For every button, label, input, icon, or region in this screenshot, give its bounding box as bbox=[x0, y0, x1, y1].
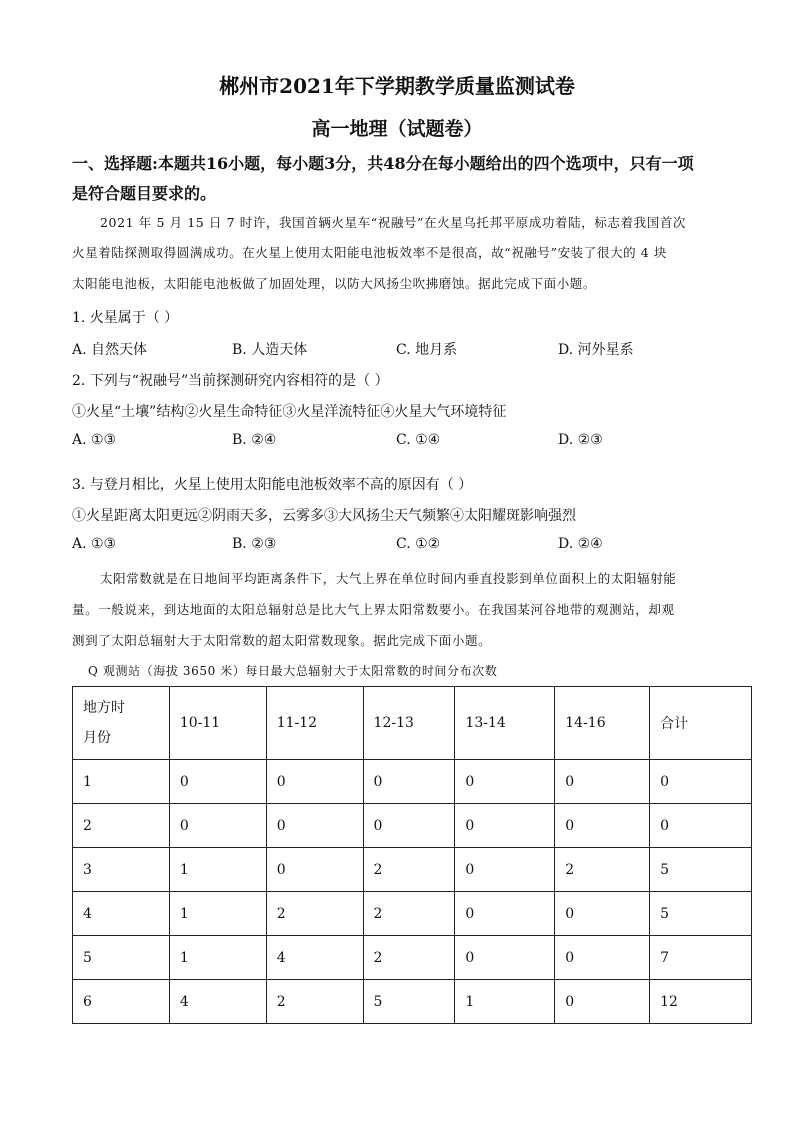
passage1-line2: 火星着陆探测取得圆满成功。在火星上使用太阳能电池板效率不是很高，故“祝融号”安装了很大的 4 块 bbox=[72, 245, 667, 260]
question-2-stem: 2. 下列与“祝融号”当前探测研究内容相符的是（ ） bbox=[72, 373, 389, 389]
table-cell: 4 bbox=[169, 980, 266, 1024]
header-month: 月份 bbox=[83, 730, 111, 746]
table-row bbox=[73, 804, 752, 848]
table-cell: 5 bbox=[363, 980, 455, 1024]
table-cell: 5 bbox=[73, 936, 170, 980]
table-cell: 0 bbox=[363, 760, 455, 804]
question-1-option-a: A. 自然天体 bbox=[72, 342, 148, 358]
observation-table bbox=[72, 686, 752, 1024]
table-cell: 0 bbox=[555, 804, 650, 848]
table-cell: 0 bbox=[650, 804, 752, 848]
section-heading-line1: 一、选择题:本题共16小题，每小题3分，共48分在每小题给出的四个选项中，只有一项 bbox=[72, 154, 694, 173]
table-row bbox=[73, 760, 752, 804]
header-cell-time-month bbox=[73, 687, 170, 760]
table-cell: 0 bbox=[169, 760, 266, 804]
question-1-stem: 1. 火星属于（ ） bbox=[72, 310, 179, 326]
header-cell-total: 合计 bbox=[650, 687, 752, 760]
table-cell: 0 bbox=[455, 848, 555, 892]
page-subtitle: 高一地理（试题卷） bbox=[311, 118, 483, 140]
table-cell: 12 bbox=[650, 980, 752, 1024]
table-cell: 0 bbox=[455, 804, 555, 848]
header-cell: 14-16 bbox=[555, 687, 650, 760]
question-3-option-c: C. ①② bbox=[396, 536, 441, 552]
question-2-option-b: B. ②④ bbox=[232, 432, 277, 448]
table-cell: 0 bbox=[555, 980, 650, 1024]
question-1-option-c: C. 地月系 bbox=[396, 342, 458, 358]
question-2-items: ①火星“土壤”结构②火星生命特征③火星洋流特征④火星大气环境特征 bbox=[72, 404, 507, 420]
table-cell: 0 bbox=[266, 760, 363, 804]
table-cell: 0 bbox=[455, 892, 555, 936]
question-3-option-a: A. ①③ bbox=[72, 536, 117, 552]
question-1-option-d: D. 河外星系 bbox=[558, 342, 634, 358]
table-cell: 0 bbox=[455, 936, 555, 980]
table-cell: 0 bbox=[555, 760, 650, 804]
section-heading-line2: 是符合题目要求的。 bbox=[72, 184, 217, 203]
table-cell: 1 bbox=[169, 936, 266, 980]
table-cell: 1 bbox=[73, 760, 170, 804]
table-row bbox=[73, 848, 752, 892]
question-3-items: ①火星距离太阳更远②阴雨天多，云雾多③大风扬尘天气频繁④太阳耀斑影响强烈 bbox=[72, 508, 576, 524]
table-cell: 0 bbox=[455, 760, 555, 804]
table-cell: 5 bbox=[650, 848, 752, 892]
header-local-time: 地方时 bbox=[83, 700, 125, 716]
question-3-option-d: D. ②④ bbox=[558, 536, 603, 552]
table-cell: 0 bbox=[266, 804, 363, 848]
question-3-option-b: B. ②③ bbox=[232, 536, 277, 552]
header-cell: 13-14 bbox=[455, 687, 555, 760]
table-cell: 2 bbox=[73, 804, 170, 848]
table-cell: 0 bbox=[169, 804, 266, 848]
header-cell: 12-13 bbox=[363, 687, 455, 760]
table-header-row bbox=[73, 687, 752, 760]
table-cell: 2 bbox=[363, 936, 455, 980]
table-cell: 0 bbox=[266, 848, 363, 892]
table-cell: 1 bbox=[169, 848, 266, 892]
table-cell: 2 bbox=[363, 848, 455, 892]
question-2-option-d: D. ②③ bbox=[558, 432, 603, 448]
table-cell: 0 bbox=[650, 760, 752, 804]
table-caption: Q 观测站（海拔 3650 米）每日最大总辐射大于太阳常数的时间分布次数 bbox=[88, 664, 498, 678]
table-cell: 2 bbox=[266, 892, 363, 936]
question-2-option-c: C. ①④ bbox=[396, 432, 441, 448]
table-cell: 2 bbox=[363, 892, 455, 936]
table-cell: 1 bbox=[169, 892, 266, 936]
table-cell: 0 bbox=[555, 892, 650, 936]
question-1-option-b: B. 人造天体 bbox=[232, 342, 308, 358]
header-cell: 11-12 bbox=[266, 687, 363, 760]
table-cell: 0 bbox=[363, 804, 455, 848]
table-cell: 6 bbox=[73, 980, 170, 1024]
table-cell: 4 bbox=[266, 936, 363, 980]
page-title: 郴州市2021年下学期教学质量监测试卷 bbox=[219, 74, 575, 98]
passage2-line1: 太阳常数就是在日地间平均距离条件下，大气上界在单位时间内垂直投影到单位面积上的太阳辐射能 bbox=[100, 571, 677, 586]
passage1-line1: 2021 年 5 月 15 日 7 时许，我国首辆火星车“祝融号”在火星乌托邦平原成功着陆，标志着我国首次 bbox=[100, 215, 687, 230]
passage2-line2: 量。一般说来，到达地面的太阳总辐射总是比大气上界太阳常数要小。在我国某河谷地带的观测站，却观 bbox=[72, 602, 675, 617]
question-2-option-a: A. ①③ bbox=[72, 432, 117, 448]
table-row bbox=[73, 892, 752, 936]
question-3-stem: 3. 与登月相比，火星上使用太阳能电池板效率不高的原因有（ ） bbox=[72, 477, 473, 493]
table-row bbox=[73, 936, 752, 980]
table-cell: 2 bbox=[555, 848, 650, 892]
table-cell: 5 bbox=[650, 892, 752, 936]
table-row bbox=[73, 980, 752, 1024]
header-cell: 10-11 bbox=[169, 687, 266, 760]
table-cell: 0 bbox=[555, 936, 650, 980]
table-cell: 1 bbox=[455, 980, 555, 1024]
table-cell: 7 bbox=[650, 936, 752, 980]
passage1-line3: 太阳能电池板，太阳能电池板做了加固处理，以防大风扬尘吹拂磨蚀。据此完成下面小题。 bbox=[72, 276, 597, 291]
table-cell: 3 bbox=[73, 848, 170, 892]
table-cell: 2 bbox=[266, 980, 363, 1024]
table-cell: 4 bbox=[73, 892, 170, 936]
passage2-line3: 测到了太阳总辐射大于太阳常数的超太阳常数现象。据此完成下面小题。 bbox=[72, 633, 492, 648]
